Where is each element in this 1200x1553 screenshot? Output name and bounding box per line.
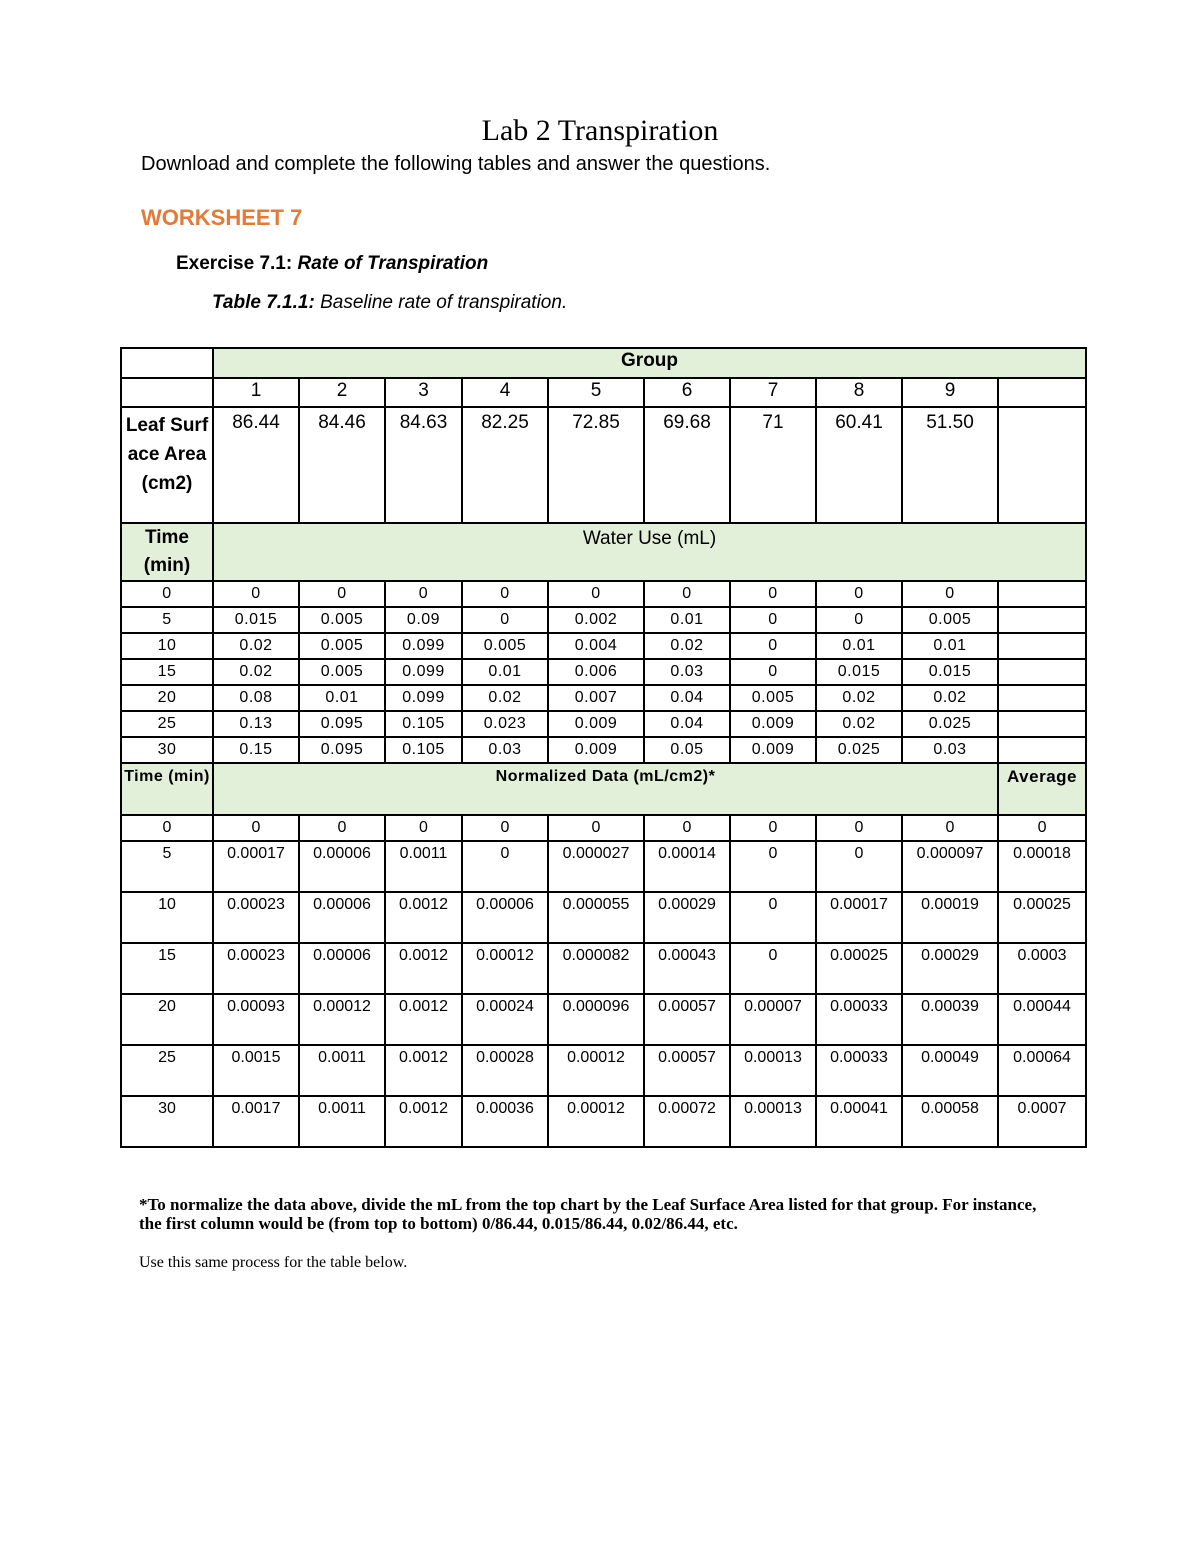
normalized-value: 0 <box>730 841 816 892</box>
water-use-value: 0 <box>730 581 816 607</box>
normalized-value: 0.0012 <box>385 1045 462 1096</box>
water-use-value: 0.01 <box>462 659 548 685</box>
group-number <box>998 378 1086 407</box>
normalized-value: 0.0003 <box>998 943 1086 994</box>
water-use-value: 0 <box>299 581 385 607</box>
water-use-value: 0.105 <box>385 711 462 737</box>
water-use-value: 0 <box>902 581 998 607</box>
time-value: 0 <box>121 815 213 841</box>
water-use-value: 0 <box>213 581 299 607</box>
time-value: 30 <box>121 1096 213 1147</box>
time-value: 15 <box>121 659 213 685</box>
table-row <box>121 1096 1086 1147</box>
group-header: Group <box>213 348 1086 378</box>
water-use-value: 0.005 <box>299 607 385 633</box>
table-row <box>121 892 1086 943</box>
footnote: *To normalize the data above, divide the mL from the top chart by the Leaf Surface Area listed for that group. For instance, the first column would be (from top to bottom) 0/86.44, 0.015/86.44, 0.02/86.44, etc. <box>139 1195 1037 1233</box>
normalized-value: 0.00007 <box>730 994 816 1045</box>
normalized-value: 0 <box>548 815 644 841</box>
normalized-value: 0.00057 <box>644 1045 730 1096</box>
table-row <box>121 659 1086 685</box>
normalized-value: 0.00057 <box>644 994 730 1045</box>
water-use-value: 0.002 <box>548 607 644 633</box>
leaf-area-value <box>998 407 1086 523</box>
leaf-area-value: 60.41 <box>816 407 902 523</box>
water-use-value: 0.04 <box>644 685 730 711</box>
table-label: Table 7.1.1: <box>212 292 315 313</box>
normalized-value: 0.00006 <box>462 892 548 943</box>
water-use-value: 0.095 <box>299 711 385 737</box>
normalized-value: 0.00013 <box>730 1096 816 1147</box>
water-use-value: 0.03 <box>462 737 548 763</box>
water-use-value: 0.099 <box>385 659 462 685</box>
normalized-value: 0.0012 <box>385 943 462 994</box>
leaf-area-value: 86.44 <box>213 407 299 523</box>
water-use-value: 0.01 <box>644 607 730 633</box>
leaf-area-value: 69.68 <box>644 407 730 523</box>
water-use-value: 0.023 <box>462 711 548 737</box>
normalized-value: 0.0017 <box>213 1096 299 1147</box>
group-number: 3 <box>385 378 462 407</box>
normalized-value: 0.0011 <box>299 1045 385 1096</box>
water-use-value <box>998 607 1086 633</box>
water-use-value: 0.02 <box>816 711 902 737</box>
leaf-area-value: 71 <box>730 407 816 523</box>
water-use-value: 0.009 <box>730 711 816 737</box>
water-use-value <box>998 737 1086 763</box>
normalized-value: 0 <box>730 943 816 994</box>
page-title: Lab 2 Transpiration <box>481 114 719 147</box>
leaf-area-value: 72.85 <box>548 407 644 523</box>
group-number: 8 <box>816 378 902 407</box>
normalized-value: 0 <box>385 815 462 841</box>
water-use-value: 0.006 <box>548 659 644 685</box>
table-row <box>121 815 1086 841</box>
water-use-value <box>998 659 1086 685</box>
water-use-value: 0.099 <box>385 685 462 711</box>
water-use-value: 0 <box>644 581 730 607</box>
worksheet-heading: WORKSHEET 7 <box>141 205 303 230</box>
water-use-value: 0.02 <box>213 659 299 685</box>
water-use-value: 0.009 <box>730 737 816 763</box>
leaf-area-value: 51.50 <box>902 407 998 523</box>
time-value: 10 <box>121 892 213 943</box>
water-use-value: 0 <box>462 581 548 607</box>
normalized-value: 0.00017 <box>213 841 299 892</box>
water-use-value: 0.015 <box>902 659 998 685</box>
normalized-value: 0.00049 <box>902 1045 998 1096</box>
normalized-value: 0.00006 <box>299 943 385 994</box>
water-use-value: 0 <box>816 607 902 633</box>
group-number: 5 <box>548 378 644 407</box>
water-use-value: 0.105 <box>385 737 462 763</box>
water-use-value: 0.015 <box>213 607 299 633</box>
normalized-value: 0 <box>299 815 385 841</box>
water-use-value: 0.005 <box>730 685 816 711</box>
empty-corner-cell <box>121 348 213 378</box>
group-number: 1 <box>213 378 299 407</box>
normalized-value: 0.0015 <box>213 1045 299 1096</box>
normalized-value: 0.000055 <box>548 892 644 943</box>
table-row <box>121 685 1086 711</box>
normalized-value: 0 <box>644 815 730 841</box>
normalized-value: 0.00025 <box>816 943 902 994</box>
time-value: 5 <box>121 841 213 892</box>
normalized-value: 0.00018 <box>998 841 1086 892</box>
normalized-value: 0 <box>816 841 902 892</box>
normalized-value: 0 <box>902 815 998 841</box>
water-use-value <box>998 581 1086 607</box>
normalized-value: 0.000097 <box>902 841 998 892</box>
water-use-value: 0.05 <box>644 737 730 763</box>
normalized-value: 0.0007 <box>998 1096 1086 1147</box>
normalized-value: 0.00019 <box>902 892 998 943</box>
water-use-value <box>998 685 1086 711</box>
normalized-value: 0.00064 <box>998 1045 1086 1096</box>
group-number: 4 <box>462 378 548 407</box>
table-row <box>121 581 1086 607</box>
water-use-value: 0.09 <box>385 607 462 633</box>
normalized-value: 0.00012 <box>548 1045 644 1096</box>
normalized-value: 0.00041 <box>816 1096 902 1147</box>
leaf-area-value: 82.25 <box>462 407 548 523</box>
table-row <box>121 348 1086 378</box>
time-value: 30 <box>121 737 213 763</box>
leaf-area-label: Leaf Surface Area (cm2) <box>121 407 213 523</box>
time-value: 15 <box>121 943 213 994</box>
normalized-value: 0.00013 <box>730 1045 816 1096</box>
normalized-value: 0.0012 <box>385 1096 462 1147</box>
normalized-value: 0.00036 <box>462 1096 548 1147</box>
normalized-value: 0.00039 <box>902 994 998 1045</box>
time-value: 5 <box>121 607 213 633</box>
water-use-value: 0.009 <box>548 737 644 763</box>
normalized-value: 0.00028 <box>462 1045 548 1096</box>
normalized-value: 0.00017 <box>816 892 902 943</box>
normalized-value: 0 <box>462 841 548 892</box>
normalized-value: 0.00023 <box>213 943 299 994</box>
normalized-value: 0.000027 <box>548 841 644 892</box>
normalized-value: 0.00029 <box>902 943 998 994</box>
normalized-value: 0.00033 <box>816 994 902 1045</box>
table-row <box>121 737 1086 763</box>
normalized-value: 0.00044 <box>998 994 1086 1045</box>
water-use-value: 0.025 <box>902 711 998 737</box>
normalized-value: 0.00033 <box>816 1045 902 1096</box>
water-use-value: 0.009 <box>548 711 644 737</box>
water-use-value: 0.04 <box>644 711 730 737</box>
exercise-label: Exercise 7.1: <box>176 253 293 274</box>
normalized-value: 0.00093 <box>213 994 299 1045</box>
normalized-value: 0.00023 <box>213 892 299 943</box>
time-value: 20 <box>121 994 213 1045</box>
time-value: 25 <box>121 1045 213 1096</box>
leaf-area-value: 84.63 <box>385 407 462 523</box>
water-use-value <box>998 711 1086 737</box>
water-use-value: 0.02 <box>902 685 998 711</box>
water-use-value: 0 <box>730 659 816 685</box>
time-value: 0 <box>121 581 213 607</box>
water-use-value: 0 <box>730 607 816 633</box>
normalized-value: 0 <box>462 815 548 841</box>
water-use-value: 0.005 <box>902 607 998 633</box>
normalized-value: 0.000096 <box>548 994 644 1045</box>
table-row <box>121 763 1086 815</box>
normalized-value: 0.00012 <box>548 1096 644 1147</box>
water-use-value: 0.03 <box>902 737 998 763</box>
table-caption-text: Baseline rate of transpiration. <box>320 292 568 313</box>
water-use-value: 0.13 <box>213 711 299 737</box>
table-row <box>121 378 1086 407</box>
normalized-value: 0.00024 <box>462 994 548 1045</box>
time-value: 10 <box>121 633 213 659</box>
water-use-value: 0 <box>816 581 902 607</box>
normalized-value: 0.00006 <box>299 841 385 892</box>
water-use-value: 0.08 <box>213 685 299 711</box>
group-number: 7 <box>730 378 816 407</box>
group-number: 6 <box>644 378 730 407</box>
exercise-heading <box>176 253 488 275</box>
footnote-followup: Use this same process for the table below. <box>139 1254 408 1271</box>
normalized-value: 0.00012 <box>462 943 548 994</box>
time-label: Time (min) <box>121 763 213 815</box>
normalized-value: 0.00006 <box>299 892 385 943</box>
normalized-value: 0.000082 <box>548 943 644 994</box>
water-use-header: Water Use (mL) <box>213 523 1086 581</box>
water-use-value: 0.025 <box>816 737 902 763</box>
average-label: Average <box>998 763 1086 815</box>
water-use-value: 0.15 <box>213 737 299 763</box>
table-row <box>121 841 1086 892</box>
water-use-value: 0.02 <box>462 685 548 711</box>
time-label: Time (min) <box>121 523 213 581</box>
water-use-value: 0 <box>730 633 816 659</box>
normalized-value: 0.0012 <box>385 892 462 943</box>
water-use-value: 0.005 <box>299 659 385 685</box>
table-caption <box>212 292 567 314</box>
water-use-value: 0 <box>462 607 548 633</box>
table-row <box>121 523 1086 581</box>
normalized-value: 0.0011 <box>299 1096 385 1147</box>
normalized-value: 0.00025 <box>998 892 1086 943</box>
water-use-value: 0.02 <box>213 633 299 659</box>
normalized-value: 0 <box>998 815 1086 841</box>
group-number: 9 <box>902 378 998 407</box>
time-value: 25 <box>121 711 213 737</box>
table-row <box>121 607 1086 633</box>
water-use-value: 0 <box>548 581 644 607</box>
normalized-value: 0.0011 <box>385 841 462 892</box>
table-row <box>121 711 1086 737</box>
leaf-area-value: 84.46 <box>299 407 385 523</box>
group-number: 2 <box>299 378 385 407</box>
water-use-value: 0.007 <box>548 685 644 711</box>
normalized-value: 0 <box>816 815 902 841</box>
water-use-value: 0.03 <box>644 659 730 685</box>
table-row <box>121 943 1086 994</box>
water-use-value: 0.01 <box>299 685 385 711</box>
transpiration-table <box>120 347 1087 1148</box>
normalized-value: 0.00043 <box>644 943 730 994</box>
water-use-value: 0.01 <box>816 633 902 659</box>
normalized-value: 0.00012 <box>299 994 385 1045</box>
water-use-value: 0.095 <box>299 737 385 763</box>
table-row <box>121 633 1086 659</box>
normalized-value: 0.00072 <box>644 1096 730 1147</box>
normalized-value: 0 <box>213 815 299 841</box>
intro-text: Download and complete the following tables and answer the questions. <box>141 153 771 175</box>
normalized-value: 0 <box>730 815 816 841</box>
water-use-value: 0.015 <box>816 659 902 685</box>
water-use-value: 0.02 <box>816 685 902 711</box>
normalized-value: 0 <box>730 892 816 943</box>
table-row <box>121 407 1086 523</box>
water-use-value: 0.01 <box>902 633 998 659</box>
table-row <box>121 1045 1086 1096</box>
water-use-value: 0 <box>385 581 462 607</box>
normalized-value: 0.00029 <box>644 892 730 943</box>
time-value: 20 <box>121 685 213 711</box>
normalized-header: Normalized Data (mL/cm2)* <box>213 763 998 815</box>
normalized-value: 0.00058 <box>902 1096 998 1147</box>
water-use-value: 0.005 <box>299 633 385 659</box>
water-use-value: 0.099 <box>385 633 462 659</box>
normalized-value: 0.00014 <box>644 841 730 892</box>
water-use-value: 0.005 <box>462 633 548 659</box>
water-use-value <box>998 633 1086 659</box>
water-use-value: 0.004 <box>548 633 644 659</box>
water-use-value: 0.02 <box>644 633 730 659</box>
table-row <box>121 994 1086 1045</box>
empty-corner-cell <box>121 378 213 407</box>
normalized-value: 0.0012 <box>385 994 462 1045</box>
exercise-title: Rate of Transpiration <box>297 253 489 274</box>
